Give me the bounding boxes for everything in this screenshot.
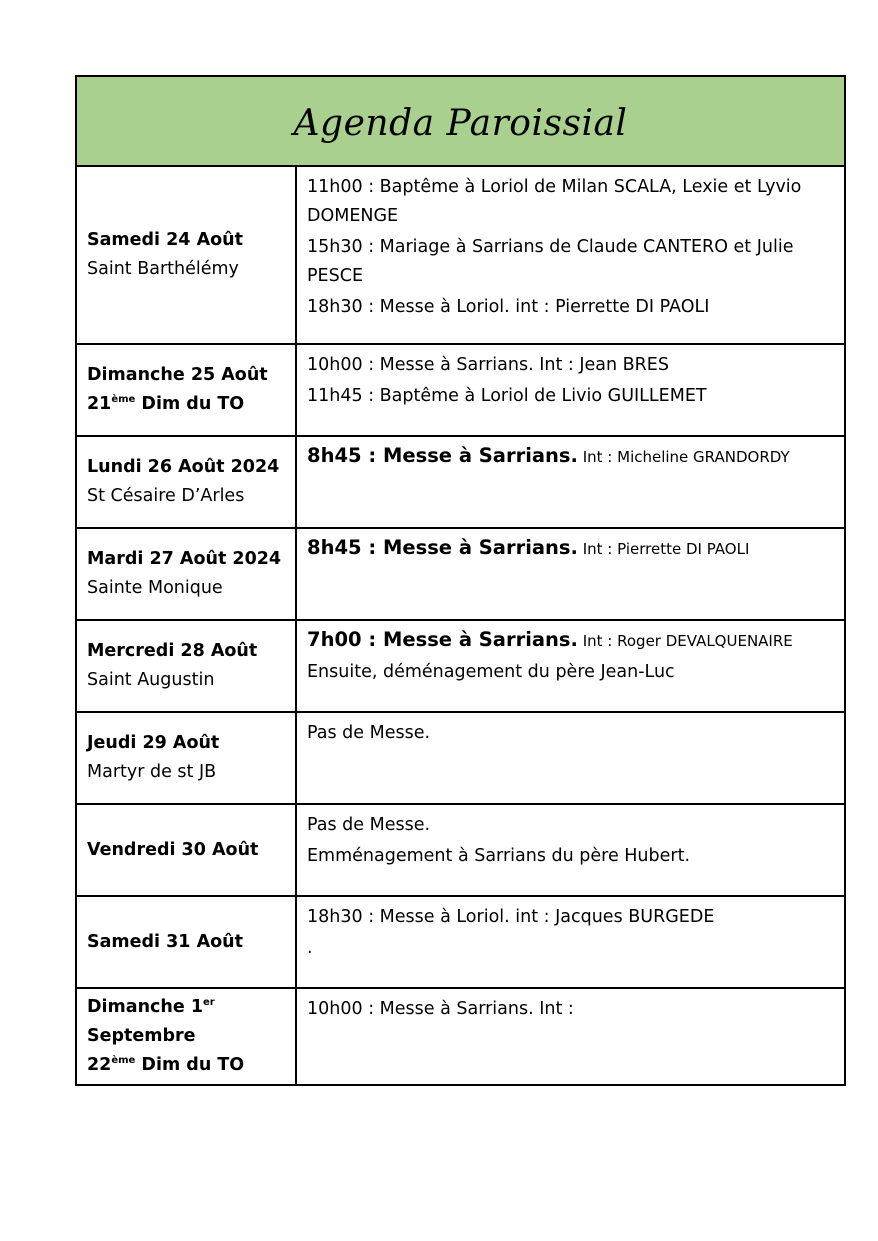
day-subtitle-text: Dim du TO	[135, 1055, 245, 1075]
event-line	[307, 932, 834, 963]
agenda-row	[76, 712, 845, 804]
agenda-row	[76, 436, 845, 528]
events-cell	[296, 804, 845, 896]
event-text: Pas de Messe.	[307, 723, 431, 743]
events-cell	[296, 620, 845, 712]
event-text: 10h00 : Messe à Sarrians. Int :	[307, 999, 574, 1019]
agenda-table	[75, 75, 846, 1086]
title-cell	[76, 76, 845, 166]
agenda-row	[76, 620, 845, 712]
event-text: 15h30 : Mariage à Sarrians de Claude CANTERO et Julie PESCE	[307, 237, 794, 286]
event-line	[307, 840, 834, 871]
day-date	[87, 836, 285, 865]
day-subtitle	[87, 255, 285, 284]
day-date	[87, 729, 285, 758]
event-line	[307, 231, 834, 291]
day-date-text: Dimanche 25 Août	[87, 365, 268, 385]
day-date	[87, 637, 285, 666]
day-subtitle-text: Saint Augustin	[87, 670, 215, 690]
event-line	[307, 809, 834, 840]
event-line	[307, 171, 834, 231]
day-subtitle-text: Martyr de st JB	[87, 762, 217, 782]
event-text: Int : Pierrette DI PAOLI	[577, 540, 750, 558]
day-subtitle-text: Dim du TO	[135, 394, 245, 414]
day-cell	[76, 344, 296, 436]
event-mass-time: 7h00 : Messe à Sarrians.	[307, 628, 578, 651]
event-text: .	[307, 938, 313, 958]
day-subtitle	[87, 390, 285, 419]
event-text: Int : Roger DEVALQUENAIRE	[577, 632, 793, 650]
event-text: 18h30 : Messe à Loriol. int : Pierrette DI PAOLI	[307, 297, 710, 317]
event-line	[307, 291, 834, 322]
day-date-superscript: er	[203, 997, 215, 1009]
events-cell	[296, 166, 845, 344]
agenda-row	[76, 344, 845, 436]
day-date	[87, 928, 285, 957]
event-line	[307, 717, 834, 748]
day-subtitle-superscript: ème	[111, 394, 136, 406]
event-text: Ensuite, déménagement du père Jean-Luc	[307, 662, 675, 682]
agenda-row	[76, 988, 845, 1085]
event-text: 11h00 : Baptême à Loriol de Milan SCALA, Lexie et Lyvio DOMENGE	[307, 177, 802, 226]
event-line	[307, 625, 834, 656]
day-cell	[76, 988, 296, 1085]
event-text: Pas de Messe.	[307, 815, 431, 835]
day-date-text: Vendredi 30 Août	[87, 839, 259, 860]
day-date-text: Mercredi 28 Août	[87, 641, 258, 661]
event-line	[307, 441, 834, 472]
event-text: Int : Micheline GRANDORDY	[577, 448, 790, 466]
day-subtitle	[87, 1051, 285, 1080]
day-subtitle	[87, 482, 285, 511]
event-text: 10h00 : Messe à Sarrians. Int : Jean BRES	[307, 355, 669, 375]
day-cell	[76, 804, 296, 896]
event-line	[307, 380, 834, 411]
events-cell	[296, 436, 845, 528]
event-text: 18h30 : Messe à Loriol. int : Jacques BURGEDE	[307, 907, 715, 927]
event-line	[307, 533, 834, 564]
day-date	[87, 361, 285, 390]
agenda-row	[76, 896, 845, 988]
events-cell	[296, 988, 845, 1085]
day-date	[87, 226, 285, 255]
day-date	[87, 545, 285, 574]
day-date-text: Mardi 27 Août 2024	[87, 549, 282, 569]
day-subtitle-superscript: ème	[111, 1055, 136, 1067]
day-subtitle	[87, 574, 285, 603]
events-cell	[296, 712, 845, 804]
day-subtitle-text: 21	[87, 394, 112, 414]
day-cell	[76, 166, 296, 344]
day-cell	[76, 528, 296, 620]
day-date-text: Samedi 24 Août	[87, 230, 243, 250]
day-subtitle	[87, 758, 285, 787]
event-line	[307, 349, 834, 380]
day-date-text: Dimanche 1	[87, 997, 203, 1017]
event-line	[307, 656, 834, 687]
day-subtitle-text: Sainte Monique	[87, 578, 223, 598]
event-text: 11h45 : Baptême à Loriol de Livio GUILLEMET	[307, 386, 707, 406]
day-cell	[76, 436, 296, 528]
agenda-row	[76, 528, 845, 620]
day-subtitle-text: Saint Barthélémy	[87, 259, 239, 279]
day-subtitle-text: 22	[87, 1055, 112, 1075]
events-cell	[296, 528, 845, 620]
event-line	[307, 901, 834, 932]
day-date-text: Septembre	[87, 1026, 196, 1046]
event-mass-time: 8h45 : Messe à Sarrians.	[307, 444, 578, 467]
day-date-text: Lundi 26 Août 2024	[87, 457, 280, 477]
day-cell	[76, 712, 296, 804]
day-subtitle-text: St Césaire D’Arles	[87, 486, 245, 506]
title-row	[76, 76, 845, 166]
day-date	[87, 993, 285, 1051]
event-text: Emménagement à Sarrians du père Hubert.	[307, 846, 691, 866]
agenda-row	[76, 804, 845, 896]
day-cell	[76, 620, 296, 712]
day-cell	[76, 896, 296, 988]
events-cell	[296, 896, 845, 988]
day-date-text: Jeudi 29 Août	[87, 733, 220, 753]
day-date	[87, 453, 285, 482]
event-mass-time: 8h45 : Messe à Sarrians.	[307, 536, 578, 559]
events-cell	[296, 344, 845, 436]
agenda-row	[76, 166, 845, 344]
agenda-title: Agenda Paroissial	[293, 102, 628, 144]
event-line	[307, 993, 834, 1024]
day-subtitle	[87, 666, 285, 695]
day-date-text: Samedi 31 Août	[87, 931, 243, 952]
